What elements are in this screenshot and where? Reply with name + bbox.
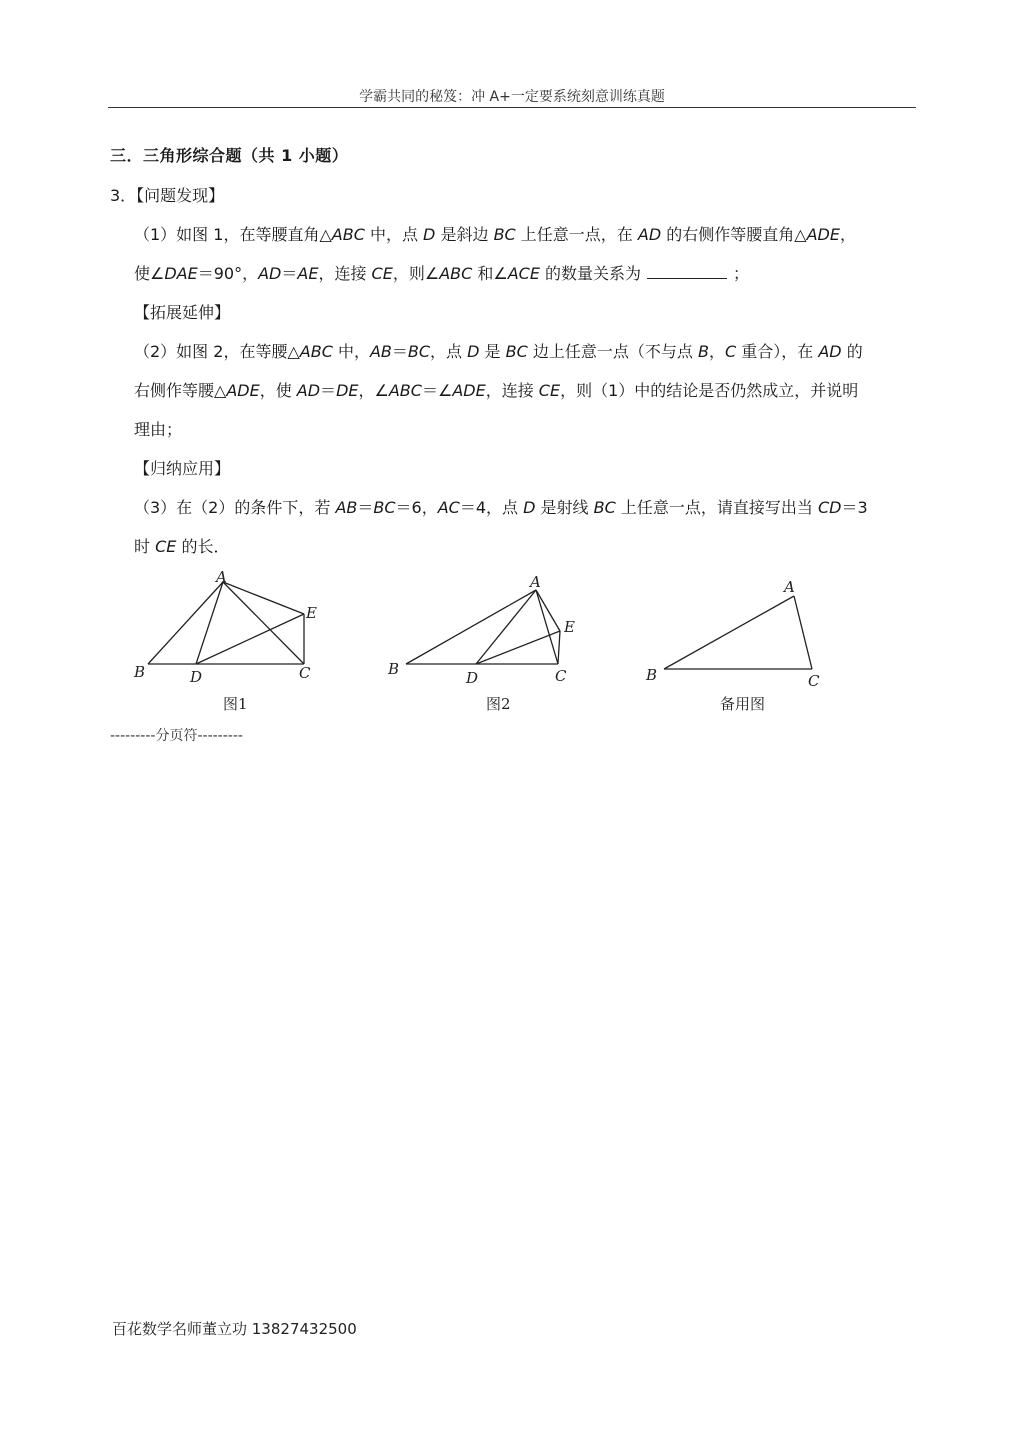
fig1-label-d: D [190, 668, 203, 686]
answer-blank[interactable] [647, 262, 727, 279]
part2-line2: 右侧作等腰△ADE，使 AD＝DE，∠ABC＝∠ADE，连接 CE，则（1）中的结论是否仍然成立，并说明 [134, 381, 859, 400]
footer-text: 百花数学名师董立功 13827432500 [112, 1320, 357, 1338]
part1-line1: （1）如图 1，在等腰直角△ABC 中，点 D 是斜边 BC 上任意一点，在 AD 的右侧作等腰直角△ADE， [134, 225, 856, 244]
header-title: 学霸共同的秘笈：冲 A+一定要系统刻意训练真题 [359, 89, 665, 105]
fig1-segment-ae [223, 582, 304, 614]
fig1-label-e: E [306, 604, 317, 622]
application-title: 【归纳应用】 [134, 459, 231, 478]
fig2-label-c: C [555, 667, 567, 685]
fig1-label-b: B [134, 663, 146, 681]
figure-1-caption: 图1 [223, 695, 248, 713]
fig2-segment-ab [406, 590, 536, 664]
fig1-segment-de [196, 614, 304, 664]
fig1-segment-ad [196, 582, 223, 664]
fig2-segment-ac [536, 590, 558, 664]
figure-1 [128, 568, 328, 688]
header-divider [108, 107, 916, 108]
extension-title: 【拓展延伸】 [134, 303, 231, 322]
figure-spare-caption: 备用图 [720, 695, 766, 713]
fig1-label-c: C [299, 664, 311, 682]
fig2-label-d: D [466, 669, 479, 687]
figure-2 [382, 568, 582, 688]
fig2-segment-ce [558, 631, 560, 664]
fig2-label-b: B [388, 660, 400, 678]
figure-spare-diagram [640, 568, 840, 688]
section-title: 三．三角形综合题（共 1 小题） [110, 146, 349, 165]
fig1-label-a: A [216, 568, 227, 586]
figure-2-diagram [382, 568, 582, 688]
fig1-segment-ab [148, 582, 223, 664]
part2-line1: （2）如图 2，在等腰△ABC 中，AB＝BC，点 D 是 BC 边上任意一点（不与点 B，C 重合），在 AD 的 [134, 342, 863, 361]
part2-line3: 理由； [134, 420, 183, 439]
fig3-label-c: C [808, 672, 820, 688]
fig2-segment-ae [536, 590, 560, 631]
fig2-label-e: E [564, 618, 575, 636]
fig3-segment-ac [794, 596, 812, 669]
figure-spare [640, 568, 840, 688]
page-break-marker: ---------分页符--------- [110, 728, 243, 744]
part3-line1: （3）在（2）的条件下，若 AB＝BC＝6，AC＝4，点 D 是射线 BC 上任意一点，请直接写出当 CD＝3 [134, 498, 868, 517]
fig1-segment-ac [223, 582, 304, 664]
part3-line2: 时 CE 的长． [134, 537, 230, 556]
figure-2-caption: 图2 [486, 695, 511, 713]
part1-line2: 使∠DAE＝90°，AD＝AE，连接 CE，则∠ABC 和∠ACE 的数量关系为 ； [134, 264, 750, 283]
fig3-label-a: A [784, 578, 795, 596]
fig3-segment-ab [664, 596, 794, 669]
figure-1-diagram [128, 568, 328, 688]
fig2-label-a: A [530, 573, 541, 591]
fig3-label-b: B [646, 666, 658, 684]
problem-number: 3．【问题发现】 [110, 186, 225, 205]
